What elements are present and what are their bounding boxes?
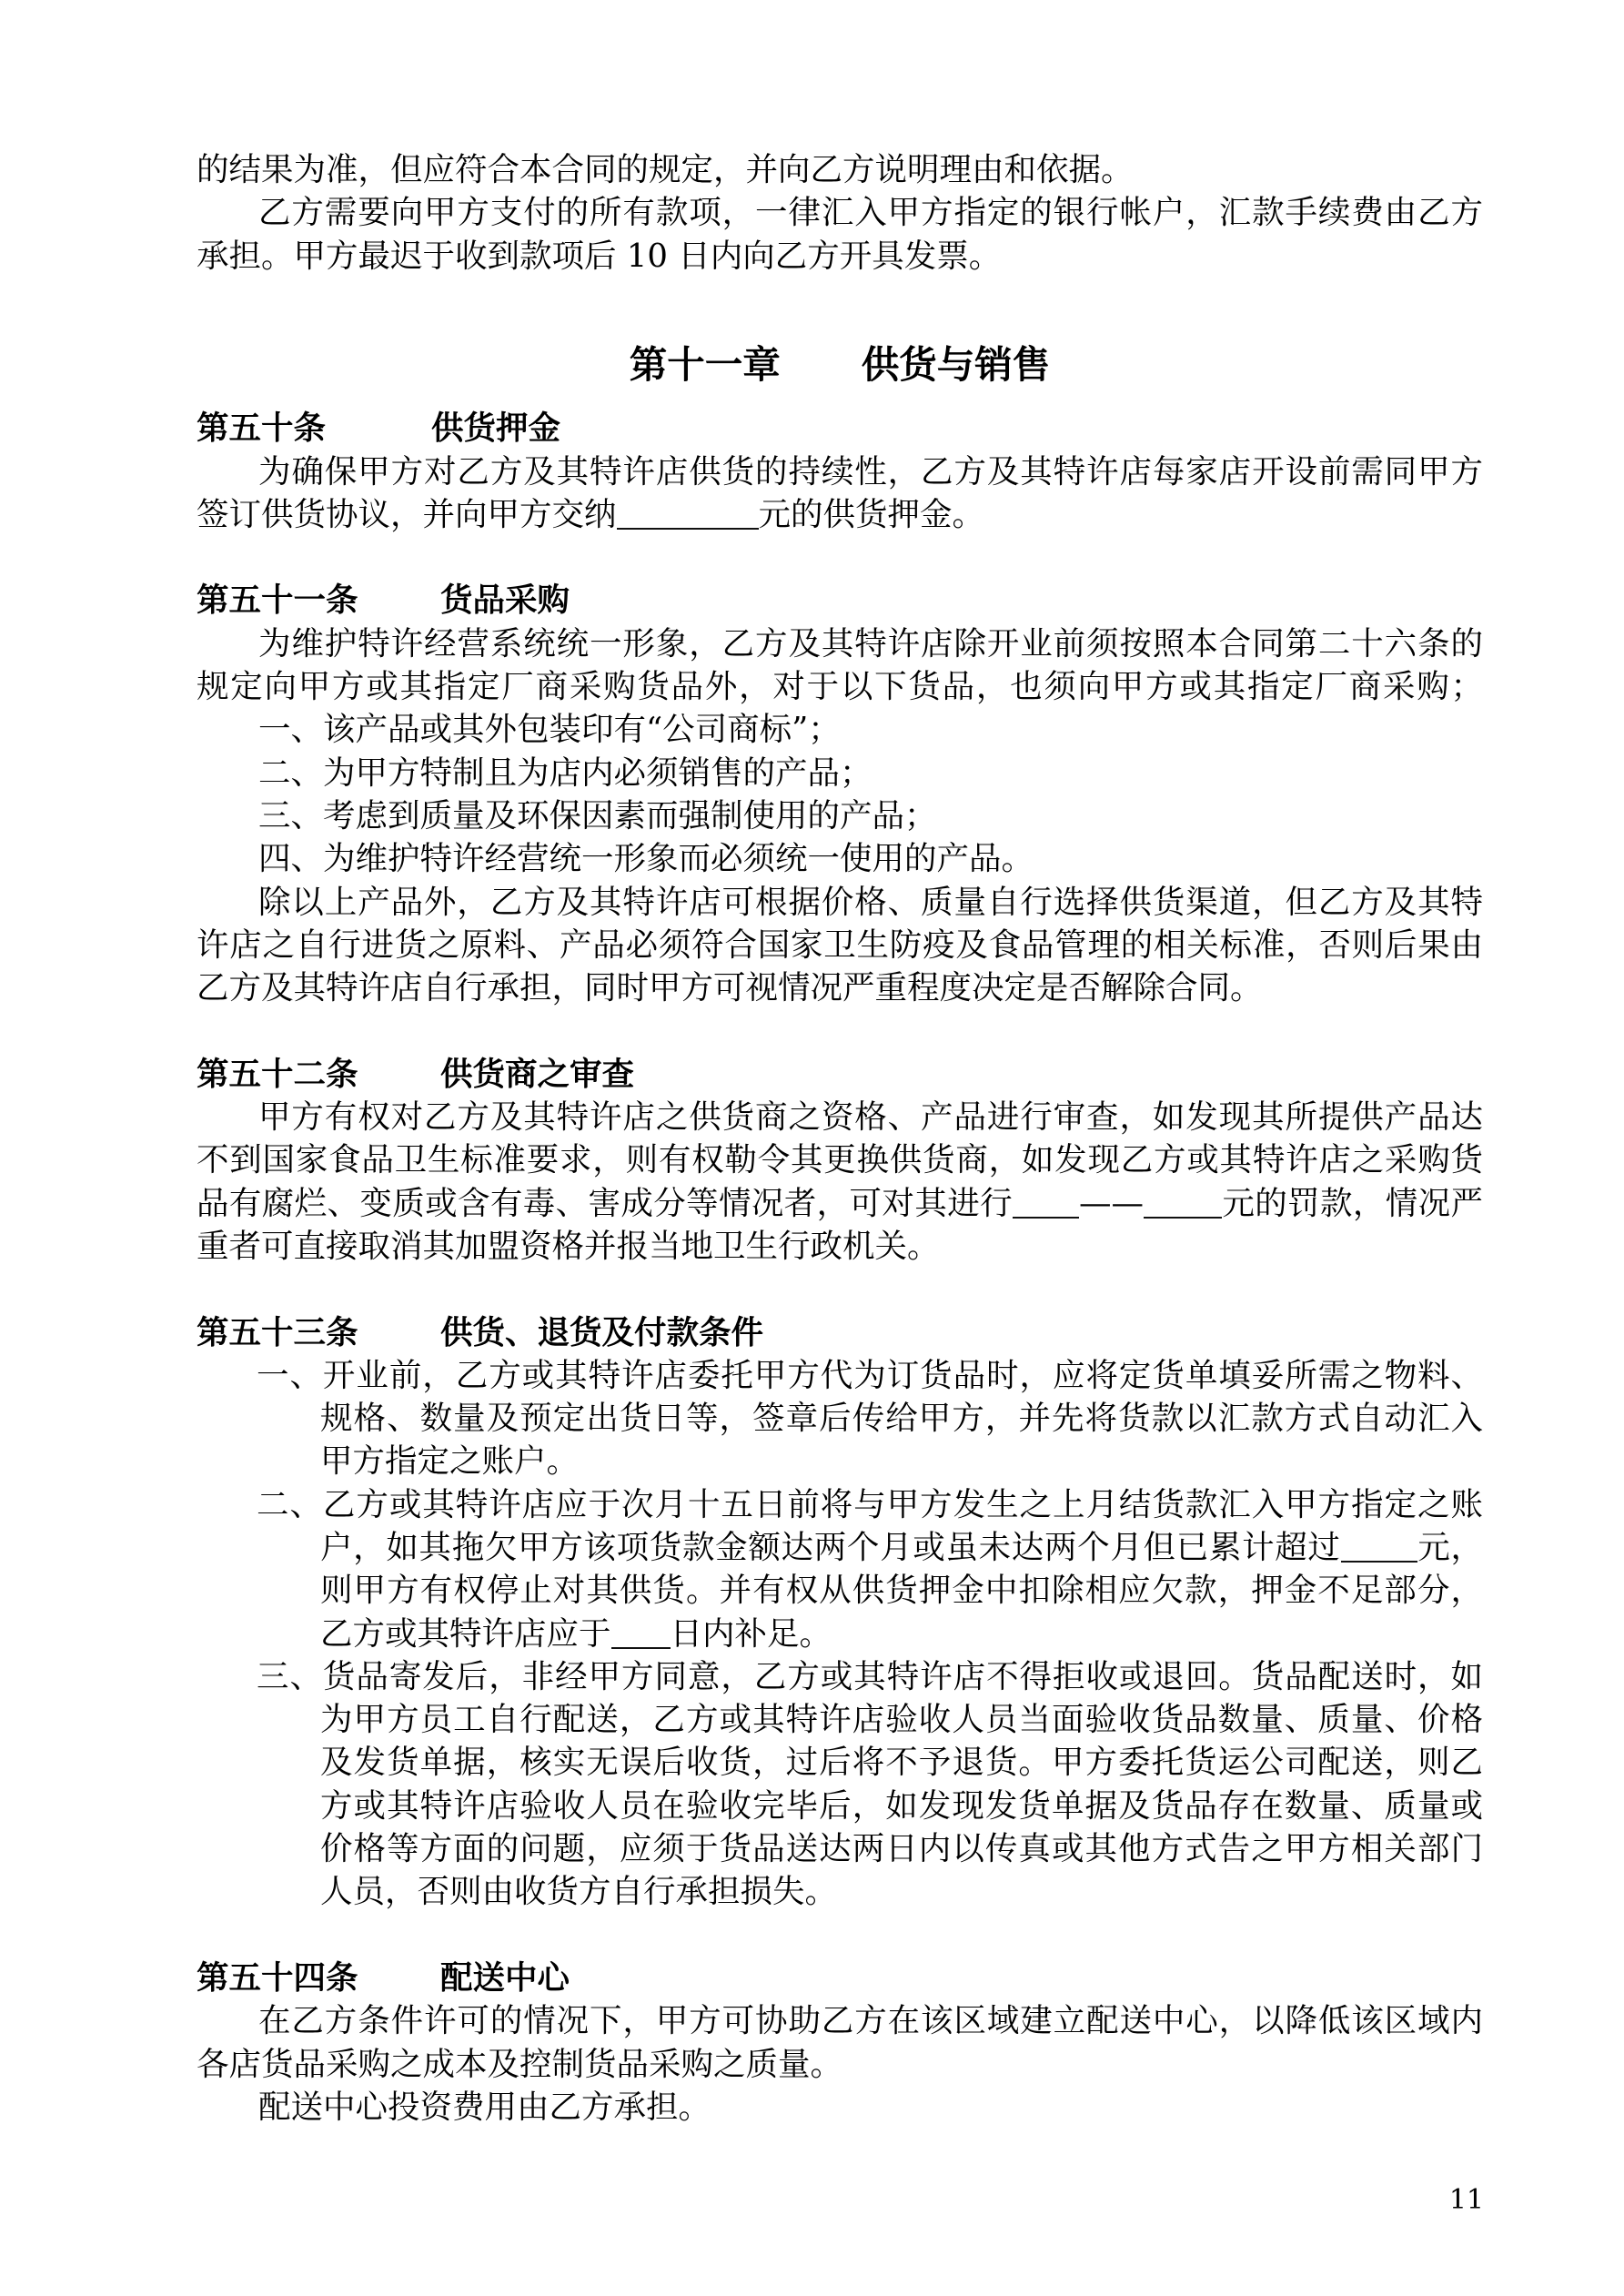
text-segment: 日内补足。 — [670, 1614, 832, 1653]
text-line: 人员，否则由收货方自行承担损失。 — [320, 1873, 838, 1911]
article-number: 第五十二条 — [197, 1055, 358, 1093]
article-50 — [197, 407, 1483, 536]
chapter-title: 供货与销售 — [861, 341, 1051, 387]
text-line — [197, 1182, 1483, 1225]
fill-in-blank — [617, 528, 759, 530]
text-line: 配送中心投资费用由乙方承担。 — [258, 2088, 711, 2126]
article-number: 第五十三条 — [197, 1313, 358, 1351]
article-title: 配送中心 — [440, 1958, 570, 1997]
text-line: 规定向甲方或其指定厂商采购货品外，对于以下货品，也须向甲方或其指定厂商采购； — [197, 668, 1483, 706]
text-line: 三、货品寄发后，非经甲方同意，乙方或其特许店不得拒收或退回。货品配送时，如 — [257, 1657, 1483, 1695]
text-segment: 元的罚款，情况严 — [1221, 1184, 1483, 1222]
text-line: 及发货单据，核实无误后收货，过后将不予退货。甲方委托货运公司配送，则乙 — [320, 1744, 1483, 1782]
article-heading — [197, 1311, 1483, 1354]
text-line: 甲方指定之账户。 — [320, 1442, 580, 1481]
list-item — [197, 1483, 1483, 1655]
paragraph — [197, 1096, 1483, 1268]
text-line: 四、为维护特许经营统一形象而必须统一使用的产品。 — [258, 840, 1034, 878]
article-title: 供货商之审查 — [440, 1055, 635, 1093]
article-title: 货品采购 — [440, 582, 570, 620]
text-line: 乙方及其特许店自行承担，同时甲方可视情况严重程度决定是否解除合同。 — [197, 969, 1263, 1007]
text-line: 则甲方有权停止对其供货。并有权从供货押金中扣除相应欠款，押金不足部分， — [320, 1572, 1483, 1610]
list-item — [197, 708, 1483, 751]
text-segment: 元， — [1417, 1529, 1483, 1566]
text-line: 为确保甲方对乙方及其特许店供货的持续性，乙方及其特许店每家店开设前需同甲方 — [258, 452, 1483, 491]
list-item — [197, 794, 1483, 837]
chapter-number: 第十一章 — [629, 341, 781, 387]
text-line: 在乙方条件许可的情况下，甲方可协助乙方在该区域建立配送中心，以降低该区域内 — [258, 2002, 1483, 2040]
document-page — [197, 148, 1483, 2129]
article-title: 供货、退货及付款条件 — [440, 1313, 764, 1351]
text-line: 除以上产品外，乙方及其特许店可根据价格、质量自行选择供货渠道，但乙方及其特 — [258, 883, 1483, 921]
page-number: 11 — [1448, 2184, 1484, 2216]
article-52 — [197, 1053, 1483, 1268]
text-line: 重者可直接取消其加盟资格并报当地卫生行政机关。 — [197, 1227, 940, 1265]
fill-in-blank — [1341, 1561, 1417, 1563]
text-segment: 品有腐烂、变质或含有毒、害成分等情况者，可对其进行 — [197, 1184, 1013, 1222]
fill-in-blank — [611, 1647, 671, 1649]
article-heading — [197, 579, 1483, 622]
article-53 — [197, 1311, 1483, 1914]
text-line: 一、开业前，乙方或其特许店委托甲方代为订货品时，应将定货单填妥所需之物料、 — [257, 1356, 1483, 1394]
list-item — [197, 837, 1483, 880]
paragraph — [197, 191, 1483, 278]
article-54 — [197, 1957, 1483, 2129]
article-heading — [197, 407, 1483, 450]
text-line: 一、该产品或其外包装印有“公司商标”； — [258, 711, 841, 749]
text-segment: 元的供货押金。 — [758, 495, 985, 533]
text-line — [197, 493, 1483, 536]
text-line: 许店之自行进货之原料、产品必须符合国家卫生防疫及食品管理的相关标准，否则后果由 — [197, 925, 1483, 964]
text-line: 的结果为准，但应符合本合同的规定，并向乙方说明理由和依据。 — [197, 151, 1134, 188]
paragraph — [197, 2086, 1483, 2129]
paragraph — [197, 881, 1483, 1010]
article-number: 第五十一条 — [197, 582, 358, 620]
article-number: 第五十四条 — [197, 1958, 358, 1997]
text-line: 价格等方面的问题，应须于货品送达两日内以传真或其他方式告之甲方相关部门 — [320, 1830, 1483, 1868]
text-line: 不到国家食品卫生标准要求，则有权勒令其更换供货商，如发现乙方或其特许店之采购货 — [197, 1141, 1483, 1179]
text-line: 三、考虑到质量及环保因素而强制使用的产品； — [258, 796, 937, 834]
paragraph — [197, 622, 1483, 709]
text-line — [197, 1613, 1483, 1655]
fill-in-blank — [1013, 1217, 1079, 1219]
list-item — [197, 1655, 1483, 1914]
paragraph — [197, 450, 1483, 537]
text-segment: 户，如其拖欠甲方该项货款金额达两个月或虽未达两个月但已累计超过 — [320, 1529, 1341, 1566]
text-line: 为维护特许经营系统统一形象，乙方及其特许店除开业前须按照本合同第二十六条的 — [258, 624, 1483, 663]
article-51 — [197, 579, 1483, 1009]
article-number: 第五十条 — [197, 410, 327, 448]
blank-line — [197, 1009, 1483, 1052]
range-dash: —— — [1078, 1184, 1144, 1222]
paragraph — [197, 1999, 1483, 2086]
list-item — [197, 752, 1483, 794]
text-line: 承担。甲方最迟于收到款项后 10 日内向乙方开具发票。 — [197, 237, 1002, 275]
article-heading — [197, 1053, 1483, 1096]
text-line: 乙方需要向甲方支付的所有款项，一律汇入甲方指定的银行帐户，汇款手续费由乙方 — [258, 194, 1483, 232]
list-item — [197, 1354, 1483, 1483]
article-title: 供货押金 — [431, 410, 561, 448]
article-heading — [197, 1957, 1483, 1999]
paragraph — [197, 148, 1483, 191]
text-line: 各店货品采购之成本及控制货品采购之质量。 — [197, 2045, 843, 2083]
text-line: 规格、数量及预定出货日等，签章后传给甲方，并先将货款以汇款方式自动汇入 — [320, 1400, 1483, 1438]
text-segment: 签订供货协议，并向甲方交纳 — [197, 495, 617, 533]
text-line: 甲方有权对乙方及其特许店之供货商之资格、产品进行审查，如发现其所提供产品达 — [258, 1098, 1483, 1137]
text-line — [197, 1526, 1483, 1569]
chapter-heading — [197, 338, 1483, 392]
text-line: 方或其特许店验收人员在验收完毕后，如发现发货单据及货品存在数量、质量或 — [320, 1786, 1483, 1825]
text-line: 二、乙方或其特许店应于次月十五日前将与甲方发生之上月结货款汇入甲方指定之账 — [257, 1485, 1483, 1523]
text-line: 为甲方员工自行配送，乙方或其特许店验收人员当面验收货品数量、质量、价格 — [320, 1701, 1483, 1739]
text-segment: 乙方或其特许店应于 — [320, 1614, 611, 1653]
fill-in-blank — [1144, 1217, 1222, 1219]
blank-line — [197, 536, 1483, 579]
text-line: 二、为甲方特制且为店内必须销售的产品； — [258, 754, 873, 792]
blank-line — [197, 1914, 1483, 1957]
blank-line — [197, 1268, 1483, 1310]
